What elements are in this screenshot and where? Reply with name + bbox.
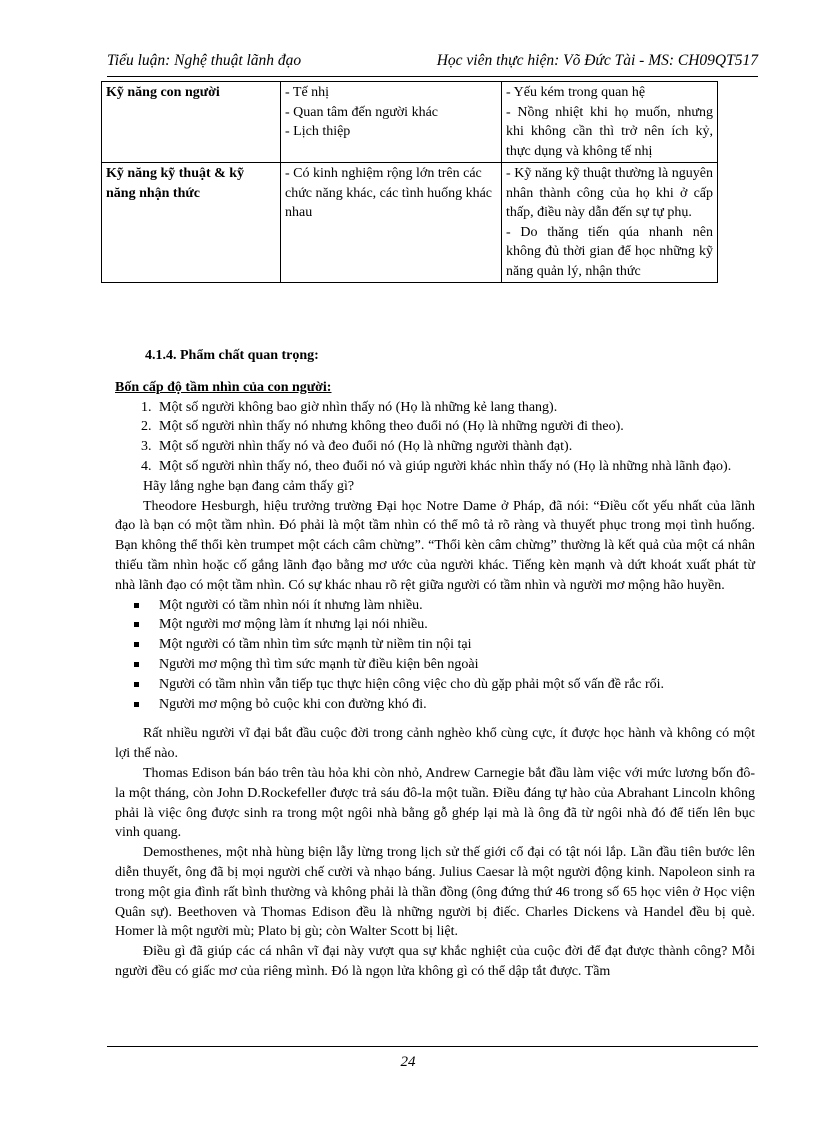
page-body [115,346,755,982]
section-title: 4.1.4. Phẩm chất quan trọng: [145,348,319,363]
cell-line: - Tế nhị [285,85,330,100]
cell-line: - Yếu kém trong quan hệ [506,85,646,100]
paragraph: Hãy lắng nghe bạn đang cảm thấy gì? [143,478,355,494]
footer-rule [107,1046,758,1047]
square-bullet-icon [134,642,139,647]
subheading: Bốn cấp độ tầm nhìn của con người: [115,379,332,395]
list-item-text: Người có tầm nhìn vẫn tiếp tục thực hiện công việc cho dù gặp phải một số vấn đề rắc rối. [159,676,665,692]
list-item [155,655,755,675]
list-item [155,596,755,616]
list-item-text: Một người có tầm nhìn tìm sức mạnh từ niềm tin nội tại [159,637,472,653]
list-item-text: Người mơ mộng thì tìm sức mạnh từ điều kiện bên ngoài [159,656,479,672]
table-row [102,163,718,283]
row-weaknesses [502,163,718,283]
list-item-text: Một người mơ mộng làm ít nhưng lại nói nhiều. [159,617,428,633]
page-header [107,52,758,76]
square-bullet-icon [134,682,139,687]
square-bullet-icon [134,662,139,667]
list-item [155,615,755,635]
square-bullet-icon [134,622,139,627]
header-author: Học viên thực hiện: Võ Đức Tài - MS: CH09QT517 [436,52,758,69]
spacer [115,714,755,724]
table-row [102,82,718,163]
paragraph: Điều gì đã giúp các cá nhân vĩ đại này vượt qua sự khắc nghiệt của cuộc đời để đạt được thành công? Mỗi người đều có giấc mơ của riêng mình. Đó là ngọn lửa không gì có thể dập tắt được. Tầm [115,944,755,979]
row-label: Kỹ năng con người [102,82,281,163]
list-item-text: Người mơ mộng bỏ cuộc khi con đường khó đi. [159,696,427,712]
paragraph: Rất nhiều người vĩ đại bắt đầu cuộc đời trong cảnh nghèo khổ cùng cực, ít được học hành và không có một lợi thế nào. [115,726,755,762]
paragraph: Theodore Hesburgh, hiệu trưởng trường Đại học Notre Dame ở Pháp, đã nói: “Điều cốt yếu nhất của lãnh đạo là bạn có một tầm nhìn. Đó phải là một tầm nhìn có thể mô tả rõ ràng và thuyết phục trong mọi tình huống. Bạn không thể thổi kèn trumpet một cách câm chừng”. “Thổi kèn câm chừng” thường là kết quả của một cá nhân thiếu tầm nhìn hoặc cố gắng lãnh đạo bằng mơ ước của người khác. Tiếng kèn mạnh và dứt khoát xuất phát từ nhà lãnh đạo có một tầm nhìn. Có sự khác nhau rõ rệt giữa người có tầm nhìn và người mơ mộng hão huyền. [115,498,755,593]
vision-levels-list [115,398,755,477]
cell-line: - Lịch thiệp [285,124,351,139]
list-item [155,635,755,655]
row-weaknesses [502,82,718,163]
cell-line: - Quan tâm đến người khác [285,104,439,120]
paragraph: Demosthenes, một nhà hùng biện lẫy lừng trong lịch sử thế giới cổ đại có tật nói lắp. Lần đầu tiên bước lên diễn thuyết, ông đã bị mọi người chế cười và nhạo báng. Julius Caesar là một người động kinh. Napoleon sinh ra trong một gia đình rất bình thường và không phải là thần đồng (ông đứng thứ 46 trong số 65 học viên ở Học viện Quân sự). Beethoven và Thomas Edison đều là những người bị điếc. Charles Dickens và Handel đều bị què. Homer là một người mù; Plato bị gù; còn Walter Scott bị liệt. [115,845,755,940]
row-strengths [281,163,502,283]
cell-line: - Nồng nhiệt khi họ muốn, nhưng khi không cần thì trở nên ích kỷ, thực dụng và không tế nhị [506,104,713,159]
list-item: 3. Một số người nhìn thấy nó và đeo đuổi nó (Họ là những người thành đạt). [155,437,755,457]
list-item-text: Một người có tầm nhìn nói ít nhưng làm nhiều. [159,597,423,613]
cell-line: - Có kinh nghiệm rộng lớn trên các chức năng khác, các tình huống khác nhau [285,166,493,220]
list-item [155,675,755,695]
cell-line: - Kỹ năng kỹ thuật thường là nguyên nhân thành công của họ khi ở cấp thấp, điều này dẫn đến sự tự phụ. [506,166,713,220]
paragraph: Thomas Edison bán báo trên tàu hỏa khi còn nhỏ, Andrew Carnegie bắt đầu làm việc với mức lương bốn đô-la một tháng, còn John D.Rockefeller được trả sáu đô-la một tuần. Điều đáng tự hào của Abrahant Lincoln không phải là việc ông được sinh ra trong một ngôi nhà bằng gỗ ghép lại mà là ông đã từ ngôi nhà đó để tiến lên bục vinh quang. [115,765,755,841]
square-bullet-icon [134,702,139,707]
row-label: Kỹ năng kỹ thuật & kỹ năng nhận thức [102,163,281,283]
header-title: Tiểu luận: Nghệ thuật lãnh đạo [107,52,302,69]
list-item: 4. Một số người nhìn thấy nó, theo đuổi nó và giúp người khác nhìn thấy nó (Họ là những nhà lãnh đạo). [155,457,755,477]
page-number: 24 [400,1054,416,1070]
row-strengths [281,82,502,163]
skills-table [101,81,718,283]
square-bullet-icon [134,603,139,608]
cell-line: - Do thăng tiến qúa nhanh nên không đủ thời gian để học những kỹ năng quản lý, nhận thức [506,224,713,279]
list-item: 1. Một số người không bao giờ nhìn thấy nó (Họ là những kẻ lang thang). [155,398,755,418]
header-rule [107,76,758,77]
list-item: 2. Một số người nhìn thấy nó nhưng không theo đuổi nó (Họ là những người đi theo). [155,417,755,437]
list-item [155,695,755,715]
comparison-list [115,596,755,715]
